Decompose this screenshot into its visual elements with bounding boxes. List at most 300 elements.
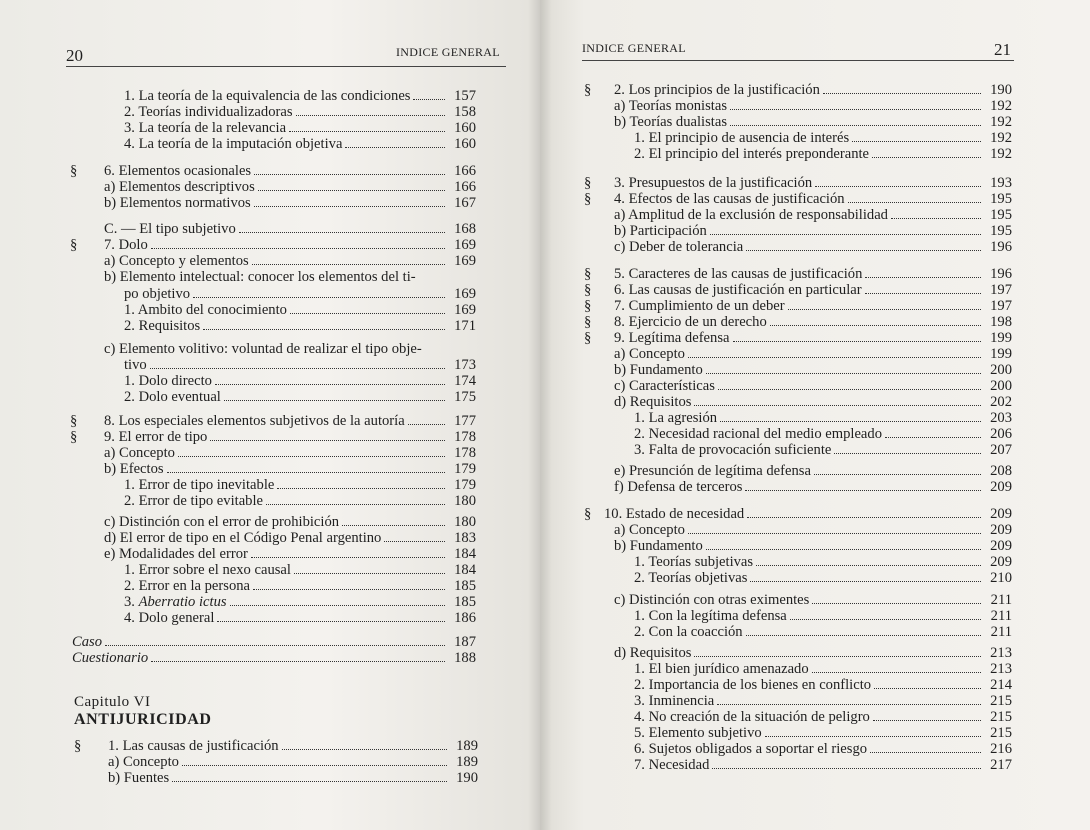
toc-entry-title: 3. Falta de provocación suficiente bbox=[634, 442, 832, 458]
toc-page-number: 196 bbox=[990, 266, 1012, 282]
toc-page-number: 190 bbox=[456, 770, 478, 786]
dot-leader bbox=[210, 440, 445, 441]
section-mark: § bbox=[584, 298, 592, 314]
toc-entry bbox=[124, 578, 476, 594]
dot-leader bbox=[688, 533, 981, 534]
toc-entry bbox=[124, 594, 476, 610]
toc-entry bbox=[584, 330, 1012, 346]
toc-entry bbox=[70, 429, 476, 445]
dot-leader bbox=[254, 206, 445, 207]
dot-leader bbox=[770, 325, 981, 326]
toc-entry bbox=[124, 477, 476, 493]
toc-page-number: 169 bbox=[454, 253, 476, 269]
toc-entry-title: 2. Importancia de los bienes en conflicto bbox=[634, 677, 872, 693]
toc-page-number: 166 bbox=[454, 179, 476, 195]
right-page bbox=[540, 0, 1090, 830]
section-mark: § bbox=[584, 330, 592, 346]
toc-page-number: 180 bbox=[454, 514, 476, 530]
toc-page-number: 178 bbox=[454, 445, 476, 461]
toc-entry-title: 2. Requisitos bbox=[124, 318, 201, 334]
toc-entry-title: 6. Las causas de justificación en particular bbox=[614, 282, 862, 298]
toc-entry-title: d) El error de tipo en el Código Penal argentino bbox=[104, 530, 382, 546]
toc-entry bbox=[124, 104, 476, 120]
toc-entry bbox=[634, 661, 1012, 677]
toc-entry bbox=[584, 175, 1012, 191]
dot-leader bbox=[745, 490, 981, 491]
toc-entry-title: 1. La teoría de la equivalencia de las condiciones bbox=[124, 88, 411, 104]
dot-leader bbox=[345, 147, 445, 148]
toc-page-number: 211 bbox=[990, 592, 1012, 608]
toc-page-number: 188 bbox=[454, 650, 476, 666]
dot-leader bbox=[253, 589, 445, 590]
toc-entry-title: 5. Elemento subjetivo bbox=[634, 725, 762, 741]
toc-page-number: 189 bbox=[456, 738, 478, 754]
toc-entry-title: 3. Presupuestos de la justificación bbox=[614, 175, 813, 191]
toc-page-number: 183 bbox=[454, 530, 476, 546]
toc-entry-title: 9. El error de tipo bbox=[104, 429, 208, 445]
toc-entry-title: b) Elementos normativos bbox=[104, 195, 251, 211]
toc-page-number: 167 bbox=[454, 195, 476, 211]
dot-leader bbox=[254, 174, 445, 175]
toc-entry-title: e) Modalidades del error bbox=[104, 546, 248, 562]
toc-page-number: 192 bbox=[990, 146, 1012, 162]
toc-entry-title: b) Fundamento bbox=[614, 362, 703, 378]
toc-entry-title: 2. Error en la persona bbox=[124, 578, 251, 594]
toc-entry bbox=[614, 362, 1012, 378]
toc-page-number: 215 bbox=[990, 709, 1012, 725]
toc-entry bbox=[614, 394, 1012, 410]
toc-entry-title: 1. La agresión bbox=[634, 410, 718, 426]
toc-entry bbox=[108, 754, 478, 770]
toc-entry-title: 4. No creación de la situación de peligro bbox=[634, 709, 870, 725]
toc-entry-title: b) Fundamento bbox=[614, 538, 703, 554]
toc-entry-title: 8. Los especiales elementos subjetivos de la autoría bbox=[104, 413, 405, 429]
toc-entry bbox=[634, 130, 1012, 146]
toc-entry-title: b) Fuentes bbox=[108, 770, 170, 786]
toc-page-number: 210 bbox=[990, 570, 1012, 586]
dot-leader bbox=[746, 635, 981, 636]
toc-entry-title: 1. El principio de ausencia de interés bbox=[634, 130, 850, 146]
toc-entry bbox=[104, 514, 476, 530]
toc-entry bbox=[124, 302, 476, 318]
toc-entry-title: 1. Ambito del conocimiento bbox=[124, 302, 287, 318]
toc-page-number: 206 bbox=[990, 426, 1012, 442]
toc-page-number: 202 bbox=[990, 394, 1012, 410]
toc-page-number: 169 bbox=[454, 302, 476, 318]
toc-page-number: 215 bbox=[990, 693, 1012, 709]
section-mark: § bbox=[70, 163, 78, 179]
toc-page-number: 215 bbox=[990, 725, 1012, 741]
toc-entry-title: 4. Dolo general bbox=[124, 610, 215, 626]
toc-page-number: 186 bbox=[454, 610, 476, 626]
toc-entry bbox=[584, 506, 1012, 522]
toc-entry-title: e) Presunción de legítima defensa bbox=[614, 463, 811, 479]
dot-leader bbox=[342, 525, 445, 526]
section-mark: § bbox=[584, 175, 592, 191]
dot-leader bbox=[294, 573, 445, 574]
toc-entry bbox=[614, 378, 1012, 394]
toc-entry-title: c) Distinción con el error de prohibición bbox=[104, 514, 340, 530]
toc-entry bbox=[614, 463, 1012, 479]
toc-entry bbox=[584, 314, 1012, 330]
toc-entry bbox=[584, 82, 1012, 98]
dot-leader bbox=[217, 621, 445, 622]
toc-page-number: 195 bbox=[990, 223, 1012, 239]
toc-entry bbox=[124, 88, 476, 104]
section-mark: § bbox=[584, 314, 592, 330]
toc-entry-title: 3. Aberratio ictus bbox=[124, 594, 227, 610]
dot-leader bbox=[710, 234, 981, 235]
dot-leader bbox=[384, 541, 445, 542]
toc-page-number: 209 bbox=[990, 479, 1012, 495]
toc-entry-title: 1. Error sobre el nexo causal bbox=[124, 562, 291, 578]
toc-entry bbox=[634, 677, 1012, 693]
toc-entry bbox=[634, 570, 1012, 586]
toc-page-number: 184 bbox=[454, 562, 476, 578]
toc-entry bbox=[614, 207, 1012, 223]
dot-leader bbox=[865, 277, 981, 278]
toc-entry-title: 2. Teorías individualizadoras bbox=[124, 104, 293, 120]
toc-entry bbox=[124, 610, 476, 626]
toc-page-number: 168 bbox=[454, 221, 476, 237]
toc-entry bbox=[124, 318, 476, 334]
toc-page-number: 200 bbox=[990, 378, 1012, 394]
toc-entry bbox=[124, 389, 476, 405]
toc-entry-title: Cuestionario bbox=[72, 650, 149, 666]
dot-leader bbox=[252, 264, 445, 265]
toc-page-number: 197 bbox=[990, 282, 1012, 298]
dot-leader bbox=[852, 141, 981, 142]
toc-page-number: 192 bbox=[990, 114, 1012, 130]
toc-page-number: 209 bbox=[990, 506, 1012, 522]
dot-leader bbox=[750, 581, 981, 582]
toc-entry bbox=[124, 493, 476, 509]
toc-page-number: 160 bbox=[454, 136, 476, 152]
toc-entry bbox=[614, 346, 1012, 362]
dot-leader bbox=[790, 619, 981, 620]
section-mark: § bbox=[70, 429, 78, 445]
section-mark: § bbox=[70, 413, 78, 429]
toc-entry bbox=[124, 373, 476, 389]
toc-page-number: 169 bbox=[454, 237, 476, 253]
toc-entry bbox=[584, 282, 1012, 298]
toc-page-number: 199 bbox=[990, 346, 1012, 362]
left-page bbox=[0, 0, 540, 830]
toc-entry bbox=[124, 357, 476, 373]
toc-entry-title: Caso bbox=[72, 634, 103, 650]
toc-entry bbox=[634, 442, 1012, 458]
dot-leader bbox=[733, 341, 982, 342]
toc-page-number: 195 bbox=[990, 207, 1012, 223]
toc-entry-title: a) Concepto y elementos bbox=[104, 253, 249, 269]
section-mark: § bbox=[70, 237, 78, 253]
toc-entry-title: c) Características bbox=[614, 378, 715, 394]
toc-page-number: 192 bbox=[990, 130, 1012, 146]
left-page-number: 20 bbox=[66, 46, 83, 65]
toc-page-number: 214 bbox=[990, 677, 1012, 693]
toc-entry-title: a) Concepto bbox=[104, 445, 175, 461]
toc-entry bbox=[124, 286, 476, 302]
toc-page-number: 175 bbox=[454, 389, 476, 405]
dot-leader bbox=[290, 313, 445, 314]
toc-entry bbox=[104, 221, 476, 237]
toc-page-number: 169 bbox=[454, 286, 476, 302]
toc-entry-title: 4. La teoría de la imputación objetiva bbox=[124, 136, 343, 152]
toc-page-number: 189 bbox=[456, 754, 478, 770]
dot-leader bbox=[408, 424, 445, 425]
toc-entry bbox=[634, 426, 1012, 442]
toc-page-number: 203 bbox=[990, 410, 1012, 426]
dot-leader bbox=[870, 752, 981, 753]
toc-entry-title: 7. Cumplimiento de un deber bbox=[614, 298, 785, 314]
dot-leader bbox=[815, 186, 981, 187]
toc-page-number: 166 bbox=[454, 163, 476, 179]
toc-page-number: 179 bbox=[454, 477, 476, 493]
toc-entry-title: 1. El bien jurídico amenazado bbox=[634, 661, 809, 677]
toc-entry-title: 8. Ejercicio de un derecho bbox=[614, 314, 767, 330]
dot-leader bbox=[251, 557, 445, 558]
toc-entry bbox=[634, 554, 1012, 570]
toc-entry bbox=[614, 592, 1012, 608]
chapter-title: ANTIJURICIDAD bbox=[74, 711, 212, 728]
left-running-head: INDICE GENERAL bbox=[396, 45, 500, 59]
toc-entry-title: 2. Los principios de la justificación bbox=[614, 82, 820, 98]
toc-page-number: 217 bbox=[990, 757, 1012, 773]
toc-page-number: 190 bbox=[990, 82, 1012, 98]
dot-leader bbox=[865, 293, 981, 294]
toc-page-number: 192 bbox=[990, 98, 1012, 114]
toc-entry bbox=[70, 413, 476, 429]
toc-entry bbox=[634, 146, 1012, 162]
toc-entry bbox=[634, 410, 1012, 426]
toc-entry bbox=[614, 645, 1012, 661]
dot-leader bbox=[746, 250, 981, 251]
dot-leader bbox=[706, 373, 981, 374]
toc-entry-title: c) Distinción con otras eximentes bbox=[614, 592, 810, 608]
dot-leader bbox=[182, 765, 447, 766]
dot-leader bbox=[105, 645, 445, 646]
toc-entry bbox=[104, 546, 476, 562]
dot-leader bbox=[694, 405, 981, 406]
toc-entry bbox=[614, 114, 1012, 130]
toc-page-number: 187 bbox=[454, 634, 476, 650]
toc-page-number: 208 bbox=[990, 463, 1012, 479]
dot-leader bbox=[277, 488, 445, 489]
dot-leader bbox=[730, 109, 981, 110]
section-mark: § bbox=[74, 738, 82, 754]
toc-entry-title: 5. Caracteres de las causas de justificación bbox=[614, 266, 863, 282]
toc-entry-title: 6. Elementos ocasionales bbox=[104, 163, 252, 179]
dot-leader bbox=[688, 357, 981, 358]
toc-entry-title: 7. Necesidad bbox=[634, 757, 710, 773]
toc-entry bbox=[104, 253, 476, 269]
dot-leader bbox=[151, 248, 445, 249]
section-mark: § bbox=[584, 82, 592, 98]
dot-leader bbox=[730, 125, 981, 126]
right-page-number: 21 bbox=[994, 40, 1011, 59]
toc-entry-title: 2. El principio del interés preponderante bbox=[634, 146, 870, 162]
toc-entry bbox=[124, 120, 476, 136]
toc-page-number: 185 bbox=[454, 578, 476, 594]
toc-entry bbox=[104, 461, 476, 477]
dot-leader bbox=[178, 456, 445, 457]
dot-leader bbox=[694, 656, 981, 657]
toc-page-number: 180 bbox=[454, 493, 476, 509]
toc-entry bbox=[634, 725, 1012, 741]
toc-page-number: 198 bbox=[990, 314, 1012, 330]
toc-entry bbox=[614, 538, 1012, 554]
toc-entry bbox=[124, 562, 476, 578]
dot-leader bbox=[712, 768, 981, 769]
dot-leader bbox=[823, 93, 981, 94]
section-mark: § bbox=[584, 266, 592, 282]
toc-entry bbox=[634, 741, 1012, 757]
toc-entry bbox=[614, 522, 1012, 538]
dot-leader bbox=[172, 781, 447, 782]
dot-leader bbox=[874, 688, 981, 689]
dot-leader bbox=[812, 603, 981, 604]
toc-entry bbox=[614, 479, 1012, 495]
dot-leader bbox=[891, 218, 981, 219]
dot-leader bbox=[765, 736, 981, 737]
toc-entry-title: po objetivo bbox=[124, 286, 191, 302]
dot-leader bbox=[706, 549, 981, 550]
toc-entry-title: c) Elemento volitivo: voluntad de realizar el tipo obje- bbox=[104, 341, 422, 357]
dot-leader bbox=[239, 232, 445, 233]
toc-entry bbox=[70, 237, 476, 253]
toc-entry bbox=[72, 634, 476, 650]
toc-page-number: 196 bbox=[990, 239, 1012, 255]
toc-entry-title: f) Defensa de terceros bbox=[614, 479, 743, 495]
toc-entry-title: b) Elemento intelectual: conocer los elementos del ti- bbox=[104, 269, 416, 285]
toc-entry bbox=[104, 269, 476, 285]
dot-leader bbox=[224, 400, 445, 401]
toc-entry-title: b) Participación bbox=[614, 223, 707, 239]
toc-page-number: 185 bbox=[454, 594, 476, 610]
section-mark: § bbox=[584, 191, 592, 207]
dot-leader bbox=[413, 99, 445, 100]
toc-entry-title: 2. Error de tipo evitable bbox=[124, 493, 263, 509]
toc-entry bbox=[634, 608, 1012, 624]
toc-page-number: 199 bbox=[990, 330, 1012, 346]
dot-leader bbox=[814, 474, 981, 475]
toc-entry-title: 1. Con la legítima defensa bbox=[634, 608, 787, 624]
toc-page-number: 171 bbox=[454, 318, 476, 334]
toc-entry bbox=[584, 266, 1012, 282]
chapter-caption: Capitulo VI bbox=[74, 694, 151, 710]
toc-entry-title: a) Elementos descriptivos bbox=[104, 179, 255, 195]
toc-entry-title: a) Teorías monistas bbox=[614, 98, 728, 114]
toc-page-number: 200 bbox=[990, 362, 1012, 378]
toc-page-number: 197 bbox=[990, 298, 1012, 314]
toc-entry bbox=[104, 530, 476, 546]
dot-leader bbox=[717, 704, 981, 705]
dot-leader bbox=[203, 329, 445, 330]
dot-leader bbox=[289, 131, 445, 132]
section-mark: § bbox=[584, 506, 592, 522]
toc-entry bbox=[634, 757, 1012, 773]
dot-leader bbox=[747, 517, 981, 518]
toc-page-number: 195 bbox=[990, 191, 1012, 207]
toc-entry bbox=[74, 738, 478, 754]
toc-entry bbox=[584, 298, 1012, 314]
toc-entry-title: b) Efectos bbox=[104, 461, 164, 477]
dot-leader bbox=[718, 389, 981, 390]
dot-leader bbox=[788, 309, 981, 310]
dot-leader bbox=[885, 437, 981, 438]
toc-entry-title: a) Concepto bbox=[614, 346, 685, 362]
toc-page-number: 213 bbox=[990, 661, 1012, 677]
dot-leader bbox=[834, 453, 981, 454]
toc-page-number: 209 bbox=[990, 538, 1012, 554]
toc-entry-title: 3. Inminencia bbox=[634, 693, 715, 709]
toc-page-number: 209 bbox=[990, 522, 1012, 538]
left-header-rule bbox=[66, 66, 506, 67]
dot-leader bbox=[258, 190, 445, 191]
toc-entry bbox=[104, 341, 476, 357]
toc-entry-title: d) Requisitos bbox=[614, 394, 692, 410]
dot-leader bbox=[282, 749, 447, 750]
dot-leader bbox=[873, 720, 981, 721]
toc-entry-title: b) Teorías dualistas bbox=[614, 114, 728, 130]
toc-entry-title: 1. Las causas de justificación bbox=[108, 738, 279, 754]
toc-entry bbox=[70, 163, 476, 179]
right-header-rule bbox=[582, 60, 1014, 61]
toc-entry-title: 1. Teorías subjetivas bbox=[634, 554, 754, 570]
dot-leader bbox=[848, 202, 981, 203]
toc-entry-title: 2. Teorías objetivas bbox=[634, 570, 748, 586]
toc-entry bbox=[72, 650, 476, 666]
toc-entry-title: tivo bbox=[124, 357, 147, 373]
toc-entry-title: a) Concepto bbox=[108, 754, 179, 770]
dot-leader bbox=[150, 368, 445, 369]
toc-entry-title: a) Amplitud de la exclusión de responsabilidad bbox=[614, 207, 888, 223]
toc-page-number: 178 bbox=[454, 429, 476, 445]
dot-leader bbox=[193, 297, 445, 298]
toc-page-number: 211 bbox=[990, 608, 1012, 624]
toc-page-number: 160 bbox=[454, 120, 476, 136]
dot-leader bbox=[720, 421, 981, 422]
toc-entry-title: C. — El tipo subjetivo bbox=[104, 221, 236, 237]
toc-page-number: 179 bbox=[454, 461, 476, 477]
dot-leader bbox=[872, 157, 981, 158]
toc-page-number: 216 bbox=[990, 741, 1012, 757]
book-gutter bbox=[528, 0, 552, 830]
toc-entry-title: 1. Dolo directo bbox=[124, 373, 212, 389]
toc-entry-title: 7. Dolo bbox=[104, 237, 148, 253]
toc-entry bbox=[614, 239, 1012, 255]
toc-entry-title: 1. Error de tipo inevitable bbox=[124, 477, 275, 493]
toc-page-number: 174 bbox=[454, 373, 476, 389]
dot-leader bbox=[266, 504, 445, 505]
right-running-head: INDICE GENERAL bbox=[582, 41, 686, 55]
toc-entry-title: 2. Dolo eventual bbox=[124, 389, 221, 405]
dot-leader bbox=[167, 472, 445, 473]
toc-page-number: 213 bbox=[990, 645, 1012, 661]
toc-entry bbox=[614, 98, 1012, 114]
toc-page-number: 157 bbox=[454, 88, 476, 104]
toc-entry-title: 2. Con la coacción bbox=[634, 624, 743, 640]
toc-page-number: 184 bbox=[454, 546, 476, 562]
toc-entry-title: 9. Legítima defensa bbox=[614, 330, 730, 346]
toc-entry-title: a) Concepto bbox=[614, 522, 685, 538]
section-mark: § bbox=[584, 282, 592, 298]
toc-entry-title: 10. Estado de necesidad bbox=[604, 506, 745, 522]
dot-leader bbox=[296, 115, 445, 116]
toc-entry bbox=[104, 195, 476, 211]
toc-entry-title: c) Deber de tolerancia bbox=[614, 239, 744, 255]
toc-entry-title: 6. Sujetos obligados a soportar el riesgo bbox=[634, 741, 868, 757]
